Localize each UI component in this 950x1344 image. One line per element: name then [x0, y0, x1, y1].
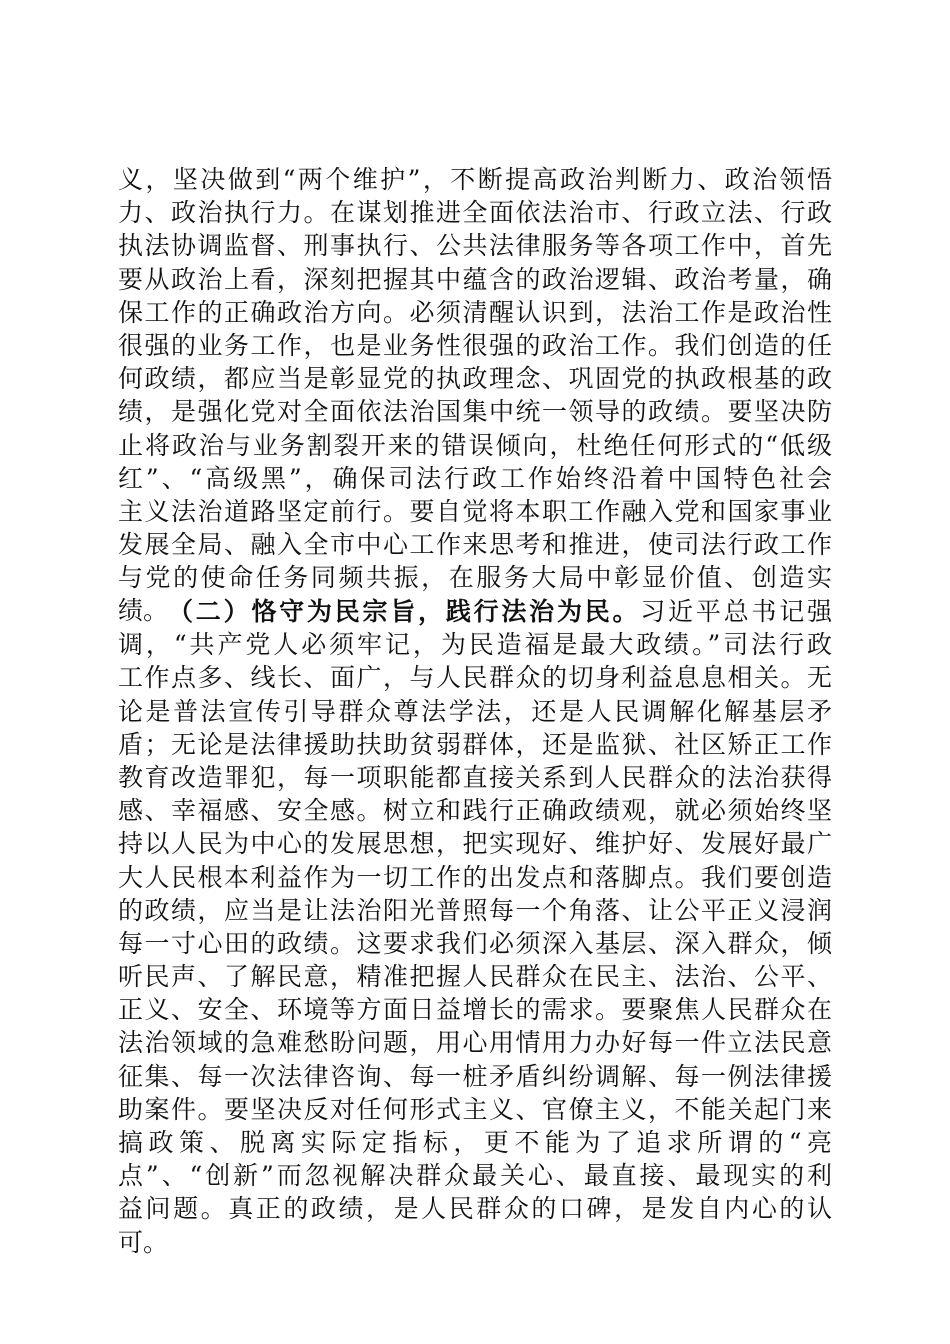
paragraph-2: [118, 595, 832, 1259]
heading-trailing-text: 习近平总书记强: [640, 597, 832, 626]
text-line: 何政绩，都应当是彰显党的执政理念、巩固党的执政根基的政: [118, 364, 832, 394]
paragraph-first-line: [118, 595, 832, 628]
section-heading: （二）恪守为民宗旨，践行法治为民。: [168, 597, 641, 626]
text-line: 的政绩，应当是让法治阳光普照每一个角落、让公平正义浸润: [118, 895, 832, 925]
text-line: 教育改造罪犯，每一项职能都直接关系到人民群众的法治获得: [118, 762, 832, 792]
text-line: 执法协调监督、刑事执行、公共法律服务等各项工作中，首先: [118, 231, 832, 261]
text-line: 发展全局、融入全市中心工作来思考和推进，使司法行政工作: [118, 530, 832, 560]
text-line: 益问题。真正的政绩，是人民群众的口碑，是发自内心的认: [118, 1194, 832, 1224]
text-line: 正义、安全、环境等方面日益增长的需求。要聚焦人民群众在: [118, 995, 832, 1025]
text-line: 力、政治执行力。在谋划推进全面依法治市、行政立法、行政: [118, 198, 832, 228]
text-line: 红”、“高级黑”，确保司法行政工作始终沿着中国特色社会: [118, 463, 832, 493]
text-line: 持以人民为中心的发展思想，把实现好、维护好、发展好最广: [118, 829, 832, 859]
text-line: 很强的业务工作，也是业务性很强的政治工作。我们创造的任: [118, 330, 832, 360]
text-line: 工作点多、线长、面广，与人民群众的切身利益息息相关。无: [118, 663, 832, 693]
text-line: 要从政治上看，深刻把握其中蕴含的政治逻辑、政治考量，确: [118, 264, 832, 294]
text-line: 点”、“创新”而忽视解决群众最关心、最直接、最现实的利: [118, 1161, 832, 1191]
text-line: 义，坚决做到“两个维护”，不断提高政治判断力、政治领悟: [118, 165, 832, 194]
text-line: 主义法治道路坚定前行。要自觉将本职工作融入党和国家事业: [118, 496, 832, 526]
text-line: 止将政治与业务割裂开来的错误倾向，杜绝任何形式的“低级: [118, 430, 832, 460]
text-line: 调，“共产党人必须牢记，为民造福是最大政绩。”司法行政: [118, 630, 832, 660]
text-line: 可。: [118, 1227, 169, 1257]
text-line: 绩。: [118, 596, 169, 626]
paragraph-1: [118, 163, 832, 628]
text-line: 盾；无论是法律援助扶助贫弱群体，还是监狱、社区矫正工作: [118, 729, 832, 759]
text-line: 听民声、了解民意，精准把握人民群众在民主、法治、公平、: [118, 962, 832, 992]
text-line: 助案件。要坚决反对任何形式主义、官僚主义，不能关起门来: [118, 1094, 832, 1124]
text-line: 绩，是强化党对全面依法治国集中统一领导的政绩。要坚决防: [118, 397, 832, 427]
text-line: 与党的使命任务同频共振，在服务大局中彰显价值、创造实: [118, 563, 832, 593]
text-line: 每一寸心田的政绩。这要求我们必须深入基层、深入群众，倾: [118, 928, 832, 958]
text-line: 论是普法宣传引导群众尊法学法，还是人民调解化解基层矛: [118, 696, 832, 726]
text-line: 感、幸福感、安全感。树立和践行正确政绩观，就必须始终坚: [118, 796, 832, 826]
text-line: 搞政策、脱离实际定指标，更不能为了追求所谓的“亮: [118, 1128, 832, 1157]
text-line: 大人民根本利益作为一切工作的出发点和落脚点。我们要创造: [118, 862, 832, 892]
text-line: 征集、每一次法律咨询、每一桩矛盾纠纷调解、每一例法律援: [118, 1061, 832, 1091]
text-line: 保工作的正确政治方向。必须清醒认识到，法治工作是政治性: [118, 297, 832, 327]
text-line: 法治领域的急难愁盼问题，用心用情用力办好每一件立法民意: [118, 1028, 832, 1058]
